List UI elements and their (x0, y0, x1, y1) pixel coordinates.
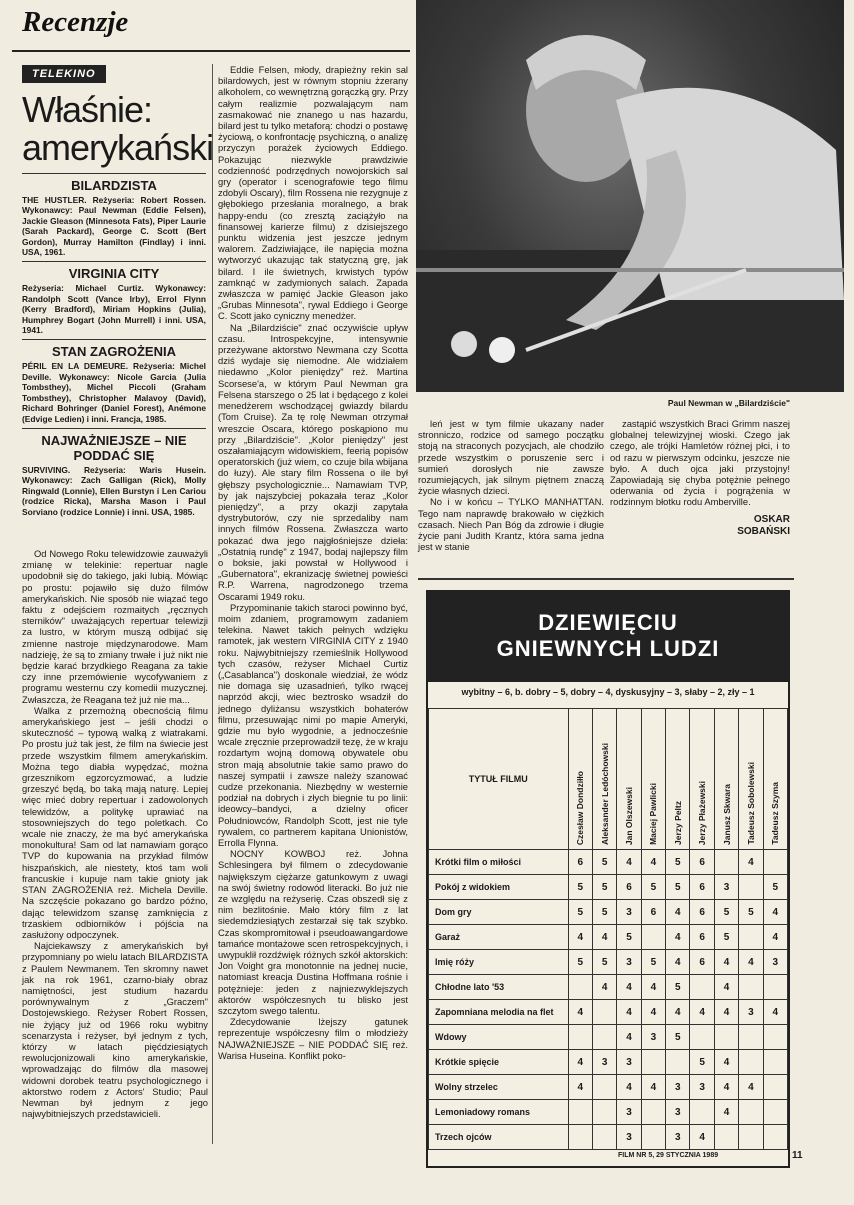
score-cell (763, 1075, 787, 1100)
score-cell: 5 (666, 975, 690, 1000)
score-cell: 4 (763, 925, 787, 950)
score-cell: 4 (617, 1000, 641, 1025)
score-cell: 5 (617, 925, 641, 950)
table-row (429, 975, 788, 1000)
score-cell: 4 (690, 1125, 714, 1150)
score-cell: 4 (641, 850, 665, 875)
critics-header-row (429, 709, 788, 850)
score-cell: 4 (763, 900, 787, 925)
score-cell: 4 (641, 1000, 665, 1025)
page-number: 11 (792, 1150, 803, 1161)
ratings-grid (428, 708, 788, 1166)
score-cell (568, 1100, 592, 1125)
column-divider (212, 64, 213, 1144)
table-row (429, 850, 788, 875)
issue-footer: FILM NR 5, 29 STYCZNIA 1989 (618, 1152, 719, 1159)
score-cell: 5 (666, 875, 690, 900)
film-title-cell: Trzech ojców (429, 1125, 569, 1150)
score-cell: 6 (690, 925, 714, 950)
critic-header: Maciej Pawlicki (641, 709, 665, 850)
film-entry (22, 339, 206, 423)
film-title-cell: Wdowy (429, 1025, 569, 1050)
score-cell (641, 1100, 665, 1125)
score-cell: 3 (739, 1000, 763, 1025)
film-name: VIRGINIA CITY (68, 266, 160, 282)
score-cell (763, 1100, 787, 1125)
title-line-1: Właśnie: (22, 89, 153, 130)
score-cell: 4 (617, 1025, 641, 1050)
film-title-column-header: TYTUŁ FILMU (429, 709, 569, 850)
critic-header: Aleksander Ledóchowski (592, 709, 616, 850)
score-cell: 5 (592, 875, 616, 900)
ratings-table (428, 708, 788, 1150)
film-title-cell: Dom gry (429, 900, 569, 925)
score-cell: 4 (714, 1100, 738, 1125)
score-cell: 3 (617, 900, 641, 925)
score-cell (714, 850, 738, 875)
score-cell: 5 (666, 850, 690, 875)
score-cell: 3 (666, 1100, 690, 1125)
critic-header: Jan Olszewski (617, 709, 641, 850)
critics-ratings-box (426, 590, 790, 1168)
film-entry (22, 173, 206, 257)
critic-header: Jerzy Peltz (666, 709, 690, 850)
table-row (429, 1100, 788, 1125)
score-cell: 5 (641, 950, 665, 975)
score-cell: 4 (568, 1075, 592, 1100)
film-credits: THE HUSTLER. Reżyseria: Robert Rossen. Wykonawcy: Paul Newman (Eddie Felsen), Jackie Gleason (Minnesota Fats), Piper Laurie (Sarah Packard), George C. Scott (Bert Gordon), Murray Hamilton (Findlay) i inni. USA, 1961. (22, 195, 206, 258)
score-cell: 5 (763, 875, 787, 900)
score-cell: 3 (641, 1025, 665, 1050)
score-cell: 6 (568, 850, 592, 875)
score-cell (739, 1050, 763, 1075)
film-credits: SURVIVING. Reżyseria: Waris Husein. Wykonawcy: Zach Galligan (Rick), Molly Ringwald (Lonnie), Ellen Burstyn i Len Cariou (rodzice Ricka), Marsha Mason i Paul Sorviano (rodzice Lonnie) i inni. USA, 1985. (22, 464, 206, 517)
rating-scale-legend: wybitny – 6, b. dobry – 5, dobry – 4, dyskusyjny – 3, słaby – 2, zły – 1 (461, 687, 755, 697)
score-cell (641, 1050, 665, 1075)
score-cell: 4 (739, 850, 763, 875)
score-cell: 4 (617, 975, 641, 1000)
author-signature (610, 514, 790, 538)
score-cell (763, 850, 787, 875)
film-title-cell: Krótki film o miłości (429, 850, 569, 875)
score-cell: 4 (763, 1000, 787, 1025)
score-cell: 6 (617, 875, 641, 900)
score-cell: 4 (617, 850, 641, 875)
score-cell: 3 (592, 1050, 616, 1075)
film-title-cell: Lemoniadowy romans (429, 1100, 569, 1125)
table-row (429, 1025, 788, 1050)
score-cell: 4 (714, 1050, 738, 1075)
score-cell: 4 (666, 900, 690, 925)
film-name: NAJWAŻNIEJSZE – NIE PODDAĆ SIĘ (41, 432, 187, 463)
score-cell (592, 1025, 616, 1050)
score-cell (739, 925, 763, 950)
telekino-badge: TELEKINO (22, 65, 106, 83)
critic-header: Czesław Dondziłło (568, 709, 592, 850)
score-cell: 5 (641, 875, 665, 900)
score-cell: 6 (690, 850, 714, 875)
table-row (429, 1075, 788, 1100)
critic-header: Tadeusz Sobolewski (739, 709, 763, 850)
film-title-cell: Zapomniana melodia na flet (429, 1000, 569, 1025)
score-cell: 3 (714, 875, 738, 900)
header-rule (12, 50, 410, 52)
table-row (429, 1125, 788, 1150)
score-cell: 6 (690, 900, 714, 925)
score-cell: 4 (739, 950, 763, 975)
film-title-cell: Imię róży (429, 950, 569, 975)
ratings-title-line-2: GNIEWNYCH LUDZI (496, 636, 720, 661)
critic-header: Tadeusz Szyma (763, 709, 787, 850)
paragraph: Najciekawszy z amerykańskich był przypomniany po wielu latach BILARDZISTA z Paulem Newmanem. Ten skromny nawet jak na rok 1961, czarno-biały obraz namiętności, jest studium hazardu porównywalnym z „Graczem" Dostojewskiego. Reżyser Robert Rossen, nie żyjący już od 1966 roku wybitny scenarzysta i reżyser, był jednym z tych, którzy w latach pięćdziesiątych rewolucjonizowali kino amerykańskie, wprowadzając do filmów dla masowej widowni dorobek teatru psychologicznego i aktorstwo rodem z Actors' Studio; Paul Newman był jednym z jego najwybitniejszych przedstawicieli. (22, 940, 208, 1120)
paragraph: No i w końcu – TYLKO MANHATTAN. Tego nam naprawdę brakowało w ciężkich czasach. Niech Pan Bóg da zdrowie i długie życie pani Judith Krantz, która sama jedna jest w stanie (418, 496, 604, 553)
score-cell: 4 (714, 950, 738, 975)
score-cell: 4 (666, 925, 690, 950)
score-cell (739, 875, 763, 900)
author-first-name: OSKAR (753, 513, 790, 525)
score-cell (592, 1125, 616, 1150)
score-cell (568, 975, 592, 1000)
film-name: STAN ZAGROŻENIA (52, 344, 176, 360)
critic-header: Jerzy Płażewski (690, 709, 714, 850)
score-cell (739, 1100, 763, 1125)
section-title: Recenzje (22, 6, 129, 38)
score-cell: 5 (568, 950, 592, 975)
score-cell: 4 (641, 1075, 665, 1100)
score-cell: 3 (617, 1050, 641, 1075)
film-still-photo (416, 0, 844, 392)
ratings-header (428, 592, 788, 682)
photo-illustration (416, 0, 844, 392)
score-cell: 4 (568, 1000, 592, 1025)
score-cell: 5 (592, 850, 616, 875)
score-cell: 5 (592, 950, 616, 975)
score-cell (690, 975, 714, 1000)
score-cell: 3 (763, 950, 787, 975)
section-rule (418, 578, 794, 580)
credits-column (22, 64, 214, 517)
score-cell (763, 1125, 787, 1150)
table-row (429, 875, 788, 900)
score-cell: 3 (666, 1125, 690, 1150)
paragraph: Przypominanie takich staroci powinno być, moim zdaniem, programowym zadaniem telekina. Nawet takich pełnych wdzięku ramotek, jak western VIRGINIA CITY z 1940 roku. Najwybitniejszy rzemieślnik Hollywood tych czasów, reżyser Michael Curtiz („Casablanca") doskonale wiedział, że wódz nie domaga się uzasadnień, tylko rwącej naprzód akcji, wiec beztrosko wsadził do jednego dyliżansu wszystkich bohaterów filmu, przesuwając nimi po mapie Ameryki, gdzie mu było wygodnie, a jednocześnie wcale zręcznie przeprowadził tezę, że w kraju rozdartym wojną domową obywatele obu stron mają absolutnie takie samo prawo do naszej sympatii i zawsze należy szanować cudze przekonania. Niezbędny w westernie podział na dobrych i złych biegnie tu po linii: ideowcy–bandyci, a dzielny oficer Południowców, Randolph Scott, jest nie tyle rywalem, co partnerem kapitana Unionistów, Errolla Flynna. (218, 601, 408, 849)
score-cell: 5 (568, 875, 592, 900)
paragraph: Walka z przemożną obecnością filmu amerykańskiego jest – jeśli chodzi o skuteczność – typową walką z wiatrakami. Po prostu już tak jest, że film na świecie jest przede wszystkim filmem amerykańskim. Można tego diabła wypędzać, można grzesznikom egzorcyzmować, a ludzie grzeszyć będą, bo taką mają naturę. Lepiej więc mieć dobry repertuar i zadowolonych telewidzów, a politykę uprawiać na stosowniejszych do tego poletkach. Co wcale nie znaczy, że ma być amerykańska monokultura! Sam od lat namawiam gorąco TVP do kupowania na przykład filmów hiszpańskich, ale niestety, ktoś tam woli francuskie i kupuje nam takie gnioty jak STAN ZAGROŻENIA reż. Michela Deville. Na szczęście pokazano go bardzo późno, dając telewidzom szansę zamknięcia z trzaskiem odbiorników i pójścia na zasłużony odpoczynek. (22, 704, 208, 940)
film-entry (22, 261, 206, 335)
critic-header: Janusz Skwara (714, 709, 738, 850)
photo-caption: Paul Newman w „Bilardziście" (667, 398, 790, 408)
score-cell (763, 975, 787, 1000)
score-cell (666, 1050, 690, 1075)
author-last-name: SOBAŃSKI (737, 525, 790, 537)
score-cell: 3 (617, 1100, 641, 1125)
ratings-body (429, 850, 788, 1150)
score-cell: 6 (690, 875, 714, 900)
score-cell (739, 1025, 763, 1050)
film-name: BILARDZISTA (71, 178, 157, 193)
score-cell (739, 1125, 763, 1150)
score-cell (592, 1000, 616, 1025)
score-cell: 5 (568, 900, 592, 925)
paragraph: Od Nowego Roku telewidzowie zauważyli zmianę w telekinie: repertuar nagle upodobnił się do takiego, jaki lubią. Mówiąc po prostu: pojawiło się dużo filmów amerykańskich. Nie sposób nie wiązać tego faktu z odejściem rozmaitych „ręcznych sterników" uważających repertuar telewizji za lustro, w którym muszą odbijać się zmienne nastroje międzynarodowe. Mam nadzieję, że są to zmiany trwałe i już nikt nie będzie karać brzydkiego Reagana za takie czy inne przemówienie wycofywaniem z programu westernu czy komedii muzycznej. Zwłaszcza, że Reagana też już nie ma... (22, 548, 208, 705)
score-cell (739, 975, 763, 1000)
title-line-2: amerykański (22, 127, 214, 168)
score-cell: 4 (714, 1000, 738, 1025)
film-entry (22, 428, 206, 517)
article-title (22, 89, 214, 168)
score-cell (763, 1025, 787, 1050)
score-cell (592, 1100, 616, 1125)
score-cell: 5 (714, 925, 738, 950)
paragraph: Eddie Felsen, młody, drapieżny rekin sal bilardowych, jest w równym stopniu żzerany alkoholem, co wewnętrzną gorączką gry. Przy całym realizmie pozwalającym nam zasmakować nie znanego u nas hazardu, bilard jest tu tylko metaforą: chodzi o postawę życiową, o konfrontację psychiczną, o analizę przyczyn porażek życiowych Eddiego. Pokazując niezwykle prawdziwie codzienność podrzędnych nowojorskich sal gry (operator i scenografowie tego filmu zdobyli Oscary), film Rossena nie rezygnuje z głębokiego przesłania moralnego, a brak happy-endu (co zresztą zaciążyło na finansowej karierze filmu) z dzisiejszego punktu widzenia jest jeszcze jednym walorem. Zadziwiające, ile napięcia można wytworzyć ukazując tak statyczną grę, jak bilard. I ile świetnych, krwistych typów zamknąć w zadymionych salach. Zapada zwłaszcza w pamięć Jackie Gleason jako „Grubas Minnesota", rywal Eddiego i George C. Scott jako cyniczny menedżer. (218, 64, 409, 322)
score-cell: 4 (714, 975, 738, 1000)
score-cell: 3 (617, 950, 641, 975)
score-cell: 3 (666, 1075, 690, 1100)
score-cell: 4 (568, 1050, 592, 1075)
score-cell (568, 1125, 592, 1150)
film-title-cell: Krótkie spięcie (429, 1050, 569, 1075)
ratings-title-line-1: DZIEWIĘCIU (538, 610, 678, 635)
score-cell (714, 1025, 738, 1050)
score-cell (690, 1100, 714, 1125)
score-cell: 5 (592, 900, 616, 925)
score-cell (714, 1125, 738, 1150)
paragraph: zastąpić wszystkich Braci Grimm naszej globalnej telewizyjnej wioski. Czego jak czego, ale trójki Hamletów różnej płci, i to od razu w pierwszym odcinku, jeszcze nie było. A duch ojca jaki przystojny! Zapowiadają się chyba potężnie pełnego oderwania od życia i pogrążenia w rodzinnym błotku rodu Amberville. (610, 418, 790, 508)
score-cell: 4 (739, 1075, 763, 1100)
score-cell (641, 1125, 665, 1150)
article-body-col3 (418, 418, 604, 552)
score-cell: 4 (666, 950, 690, 975)
table-row (429, 925, 788, 950)
film-credits: Reżyseria: Michael Curtiz. Wykonawcy: Randolph Scott (Vance Irby), Errol Flynn (Kerry Bradford), Miriam Hopkins (Julia), Humphrey Bogart (John Murrell) i inni. USA, 1941. (22, 283, 206, 336)
score-cell (568, 1025, 592, 1050)
score-cell (763, 1050, 787, 1075)
table-row (429, 1050, 788, 1075)
score-cell: 4 (617, 1075, 641, 1100)
film-title-cell: Garaż (429, 925, 569, 950)
score-cell: 5 (690, 1050, 714, 1075)
score-cell: 4 (641, 975, 665, 1000)
score-cell: 6 (690, 950, 714, 975)
score-cell: 3 (690, 1075, 714, 1100)
film-credits: PÉRIL EN LA DEMEURE. Reżyseria: Michel Deville. Wykonawcy: Nicole Garcia (Julia Tombsthey), Michel Piccoli (Graham Tombsthey), Christopher Malavoy (David), Richard Bohringer (Daniel Forest), Anémone (Edvige Ledien) i inni. Francja, 1985. (22, 361, 206, 424)
score-cell: 4 (690, 1000, 714, 1025)
score-cell: 5 (714, 900, 738, 925)
score-cell: 4 (568, 925, 592, 950)
paragraph: Na „Bilardziście" znać oczywiście upływ czasu. Introspekcyjne, intensywnie przeżywane aktorstwo Newmana czy Scotta dziś wydaje się niemodne. Ale widziałem niedawno „Kolor pieniędzy" reż. Martina Scorsese'a, w którym Paul Newman gra Felsena starszego o 25 lat i będącego z kolei menedżerem wschodzącej gwiazdy bilardu (Tom Cruise). Za tę rolę Newman otrzymał wreszcie Oscara, którego poskąpiono mu przy „Bilardziście". „Kolor pieniędzy" jest oszałamiającym widowiskiem, feerią popisów operatorskich (już wiem, co czuje bila wbijana do łuzy). Ale stary film Rossena o ile był głębszy psychologicznie... Namawiam TVP, by jak najszybciej pokazała teraz „Kolor pieniędzy", a przy okazji zapytała dystrybutorów, czy nie sprzedaliby nam innych filmów Rossena. Zwłaszcza warto pokazać dwa jego najgłośniejsze dzieła: „Ostatnią rundę" z 1947, bodaj najlepszy film o boksie, jaki powstał w Hollywood i „Gubernatora", ekranizację świetnej powieści R.P. Warrena, nagrodzonego trzema Oscarami 1949 roku. (218, 321, 408, 602)
film-title-cell: Wolny strzelec (429, 1075, 569, 1100)
article-body-col2 (218, 64, 408, 1061)
article-body-col1 (22, 548, 208, 1119)
film-title-cell: Chłodne lato '53 (429, 975, 569, 1000)
paragraph: Zdecydowanie lżejszy gatunek reprezentuje współczesny film o młodzieży NAJWAŻNIEJSZE – NIE PODDAĆ SIĘ reż. Warisa Huseina. Konflikt poko- (218, 1016, 408, 1061)
paragraph: NOCNY KOWBOJ reż. Johna Schlesingera był filmem o zdecydowanie największym ciężarze gatunkowym z uwagi na swój świetny rodowód literacki. Bo już nie ze względu na reżyserię. Czas obszedł się z nim bezlitośnie. Mało który film z lat siedemdziesiątych zestarzał się tak szybko. Czas skompromitował i pseudoawangardowe tamańce montażowe scen retrospekcyjnych, i uwypuklił rozdźwięk różnych szkół aktorskich: Jon Voight gra monotonnie na jednej nucie, natomiast kreacja Dustina Hoffmana rośnie i potężnieje: jeden z najniezwyklejszych aktorów współczesnych tu blisko jest szczytom swego talentu. (218, 848, 408, 1017)
score-cell: 3 (617, 1125, 641, 1150)
score-cell: 4 (592, 975, 616, 1000)
score-cell: 6 (641, 900, 665, 925)
table-row (429, 1000, 788, 1025)
score-cell (690, 1025, 714, 1050)
score-cell: 5 (666, 1025, 690, 1050)
table-row (429, 950, 788, 975)
score-cell: 4 (592, 925, 616, 950)
score-cell: 4 (666, 1000, 690, 1025)
table-row (429, 900, 788, 925)
score-cell (592, 1075, 616, 1100)
score-cell: 4 (714, 1075, 738, 1100)
score-cell (641, 925, 665, 950)
film-title-cell: Pokój z widokiem (429, 875, 569, 900)
article-body-col4 (610, 418, 790, 538)
score-cell: 5 (739, 900, 763, 925)
paragraph: leń jest w tym filmie ukazany nader stronniczo, rodzice od samego początku stoją na straconych pozycjach, ale chodziło przede wszystkim o poruszenie serc i sumień dorosłych nie zawsze rozumiejących, jak silnym piętnem znaczą życie własnych dzieci. (418, 418, 604, 497)
